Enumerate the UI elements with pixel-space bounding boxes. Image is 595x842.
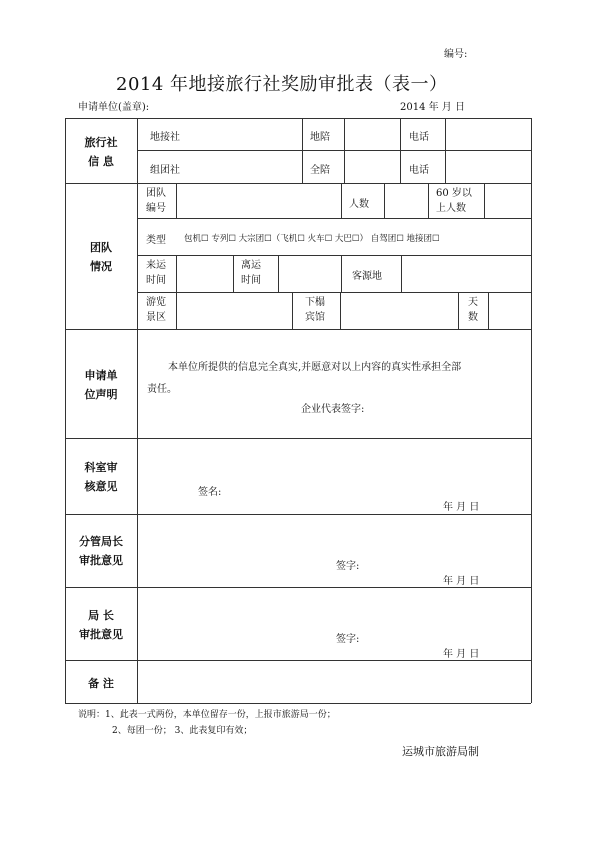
grid-line [488, 292, 489, 329]
grid-line [302, 118, 303, 183]
grid-line [445, 118, 446, 183]
grid-line [65, 329, 531, 330]
grid-line [137, 118, 138, 703]
section-agency-info [65, 133, 137, 171]
table-border-top [65, 118, 531, 119]
notes-line: 2、每团一份； 3、此表复印有效； [112, 726, 253, 736]
grid-line [340, 292, 341, 329]
over-60-count-label: 60 岁以 上人数 [436, 188, 472, 214]
section-team-info [65, 238, 137, 276]
director-date: 年 月 日 [443, 649, 480, 660]
director-signature-label: 签字: [336, 634, 360, 645]
departure-time-label: 离运 时间 [241, 260, 261, 286]
declaration-text: 责任。 [147, 384, 177, 395]
grid-line [65, 587, 531, 588]
grid-line [278, 255, 279, 292]
table-border-right [531, 118, 532, 703]
grid-line [137, 150, 531, 151]
people-count-label: 人数 [349, 199, 369, 210]
section-label: 局 长 [88, 609, 114, 622]
grid-line [176, 255, 177, 292]
issuer-footer: 运城市旅游局制 [402, 745, 479, 758]
hotel-label: 下榻 宾馆 [305, 297, 325, 323]
review-date: 年 月 日 [443, 502, 480, 513]
deputy-date: 年 月 日 [443, 576, 480, 587]
grid-line [65, 438, 531, 439]
grid-line [292, 292, 293, 329]
grid-line [484, 183, 485, 218]
grid-line [137, 292, 531, 293]
arrival-time-label: 来运 时间 [146, 260, 166, 286]
grid-line [137, 218, 531, 219]
full-guide-label: 全陪 [310, 165, 330, 176]
section-declaration [65, 366, 137, 404]
reviewer-signature-label: 签名: [198, 487, 222, 498]
section-label: 科室审 [84, 461, 118, 474]
grid-line [341, 183, 342, 218]
section-label: 申请单 [84, 369, 118, 382]
grid-line [401, 255, 402, 292]
grid-line [65, 183, 531, 184]
page-title: 2014 年地接旅行社奖励审批表（表一） [116, 74, 448, 95]
grid-line [176, 292, 177, 329]
team-number-label: 团队 编号 [146, 188, 166, 214]
section-label: 位声明 [84, 388, 118, 401]
application-date: 2014 年 月 日 [400, 102, 465, 113]
grid-line [400, 118, 401, 183]
section-label: 核意见 [84, 480, 118, 493]
grid-line [65, 660, 531, 661]
grid-line [176, 183, 177, 218]
grid-line [428, 183, 429, 218]
table-border-bottom [65, 703, 531, 704]
section-director-approval [65, 606, 137, 644]
representative-signature-label: 企业代表签字: [301, 404, 365, 415]
local-agency-label: 地接社 [150, 132, 180, 143]
group-agency-label: 组团社 [150, 165, 180, 176]
section-label: 旅行社 [84, 136, 118, 149]
team-type-options[interactable]: 包机☐ 专列☐ 大宗团☐（飞机☐ 火车☐ 大巴☐） 自驾团☐ 地接团☐ [184, 234, 440, 244]
remarks-label: 备 注 [88, 677, 114, 690]
phone-label: 电话 [409, 132, 429, 143]
grid-line [65, 514, 531, 515]
applicant-label: 申请单位(盖章): [78, 102, 150, 113]
local-guide-label: 地陪 [310, 132, 330, 143]
grid-line [384, 183, 385, 218]
section-label: 审批意见 [79, 628, 123, 641]
grid-line [233, 255, 234, 292]
phone-label: 电话 [409, 165, 429, 176]
declaration-text: 本单位所提供的信息完全真实,并愿意对以上内容的真实性承担全部 [168, 362, 462, 373]
grid-line [137, 255, 531, 256]
section-label: 分管局长 [79, 535, 123, 548]
scenic-area-label: 游览 景区 [146, 297, 166, 323]
grid-line [341, 255, 342, 292]
grid-line [344, 118, 345, 183]
section-label: 信 息 [88, 155, 114, 168]
section-label: 审批意见 [79, 554, 123, 567]
source-region-label: 客源地 [352, 271, 382, 282]
team-type-label: 类型 [146, 235, 166, 246]
notes-line: 说明：1、此表一式两份，本单位留存一份，上报市旅游局一份； [78, 710, 336, 720]
document-number-label: 编号: [444, 49, 468, 60]
section-label: 情况 [90, 260, 112, 273]
deputy-signature-label: 签字: [336, 561, 360, 572]
section-deputy-approval [65, 532, 137, 570]
section-label: 团队 [90, 241, 112, 254]
days-label: 天 数 [468, 297, 478, 323]
section-dept-review [65, 458, 137, 496]
